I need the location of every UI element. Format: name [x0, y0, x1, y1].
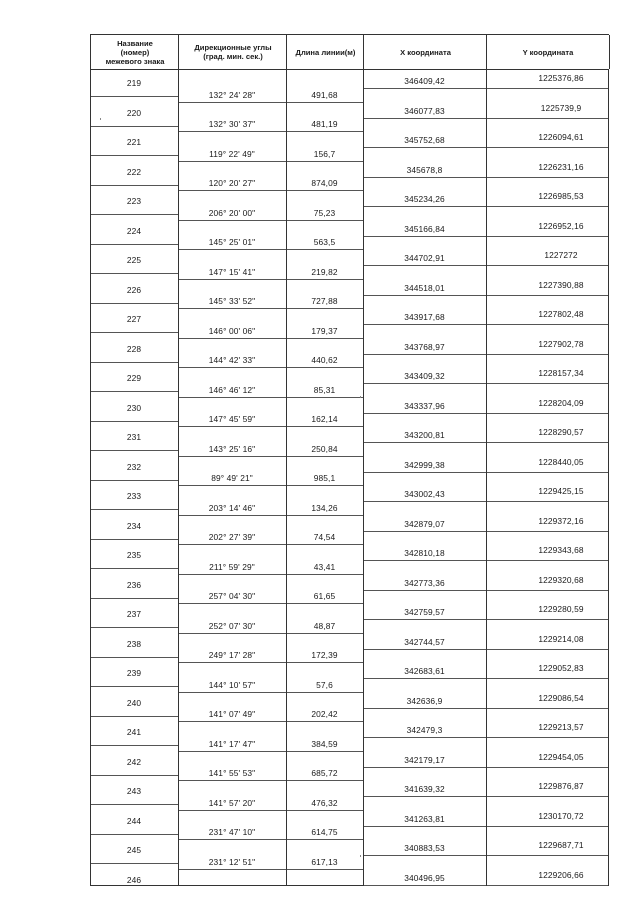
row-separator [287, 279, 363, 280]
row-separator [487, 265, 608, 266]
scan-speck [100, 118, 101, 120]
line-length: 481,19 [311, 119, 338, 130]
row-separator [179, 721, 286, 722]
line-length: 179,37 [311, 325, 338, 336]
line-length: 685,72 [311, 768, 338, 779]
row-separator [287, 633, 363, 634]
point-name: 236 [126, 579, 142, 590]
point-name: 226 [126, 284, 142, 295]
point-name: 228 [126, 343, 142, 354]
direction-angle: 144° 42' 33" [208, 355, 256, 366]
row-separator [364, 649, 486, 650]
row-separator [364, 383, 486, 384]
row-separator [91, 686, 178, 687]
row-separator [364, 737, 486, 738]
point-x-coordinate: 342179,17 [404, 754, 445, 765]
point-y-coordinate: 1228204,09 [538, 397, 584, 408]
point-x-coordinate: 341639,32 [404, 784, 445, 794]
row-separator [364, 413, 486, 414]
row-separator [487, 413, 608, 414]
point-name: 246 [126, 874, 142, 885]
point-name: 243 [126, 786, 142, 796]
line-length: 384,59 [311, 738, 338, 749]
row-separator [91, 126, 178, 127]
row-separator [487, 649, 608, 650]
row-separator [91, 391, 178, 392]
row-separator [487, 442, 608, 443]
point-name: 231 [126, 432, 142, 442]
point-y-coordinate: 1230170,72 [538, 810, 584, 821]
point-name: 222 [126, 166, 142, 177]
row-separator [364, 855, 486, 856]
row-separator [287, 485, 363, 486]
point-x-coordinate: 340883,53 [404, 843, 445, 853]
point-name: 234 [126, 520, 142, 531]
row-separator [287, 574, 363, 575]
row-separator [287, 456, 363, 457]
direction-angle: 145° 25' 01" [208, 237, 256, 248]
row-separator [179, 249, 286, 250]
point-y-coordinate: 1226952,16 [538, 220, 584, 231]
point-x-coordinate: 343337,96 [404, 400, 445, 411]
row-separator [364, 796, 486, 797]
point-x-coordinate: 342759,57 [404, 607, 445, 617]
row-separator [364, 206, 486, 207]
row-separator [91, 834, 178, 835]
row-separator [487, 590, 608, 591]
point-x-coordinate: 345752,68 [404, 135, 445, 145]
point-x-coordinate: 345678,8 [406, 164, 443, 175]
line-length: 440,62 [311, 355, 338, 366]
point-y-coordinate: 1227272 [544, 250, 578, 260]
point-name: 245 [126, 845, 142, 855]
row-separator [487, 885, 608, 886]
point-y-coordinate: 1229213,57 [538, 722, 584, 732]
row-separator [487, 354, 608, 355]
row-separator [179, 102, 286, 103]
row-separator [487, 295, 608, 296]
point-name: 224 [126, 225, 142, 236]
point-name: 223 [126, 196, 142, 206]
point-name: 219 [126, 78, 142, 88]
point-y-coordinate: 1229320,68 [538, 574, 584, 585]
row-separator [487, 147, 608, 148]
row-separator [287, 367, 363, 368]
line-length: 48,87 [313, 620, 336, 631]
point-name: 237 [126, 609, 142, 619]
row-separator [179, 426, 286, 427]
header-point-name: Название (номер) межевого знака [90, 35, 179, 69]
row-separator [487, 678, 608, 679]
row-separator [287, 810, 363, 811]
direction-angle: 231° 12' 51" [208, 856, 256, 867]
row-separator [91, 745, 178, 746]
row-separator [287, 603, 363, 604]
direction-angle: 202° 27' 39" [208, 532, 256, 543]
row-separator [287, 131, 363, 132]
line-length: 172,39 [311, 650, 338, 661]
point-y-coordinate: 1229454,05 [538, 751, 584, 762]
line-length: 563,5 [313, 237, 336, 248]
row-separator [179, 574, 286, 575]
line-length: 614,75 [311, 827, 338, 838]
point-name: 225 [126, 255, 142, 265]
row-separator [179, 308, 286, 309]
point-x-coordinate: 346409,42 [404, 76, 445, 86]
direction-angle: 147° 15' 41" [208, 266, 256, 277]
point-y-coordinate: 1229343,68 [538, 545, 584, 555]
row-separator [364, 265, 486, 266]
line-length: 74,54 [313, 532, 336, 543]
row-separator [487, 619, 608, 620]
line-length: 75,23 [313, 207, 336, 218]
table-header [90, 34, 609, 70]
row-separator [487, 383, 608, 384]
row-separator [91, 214, 178, 215]
line-length: 156,7 [313, 148, 336, 159]
point-name: 241 [126, 727, 142, 737]
direction-angle: 120° 20' 27" [208, 178, 256, 189]
point-y-coordinate: 1228440,05 [538, 456, 584, 467]
row-separator [287, 692, 363, 693]
direction-angle: 147° 45' 59" [208, 414, 256, 425]
point-y-coordinate: 1229206,66 [538, 869, 584, 880]
line-length: 250,84 [311, 443, 338, 454]
row-separator [287, 220, 363, 221]
point-name: 235 [126, 550, 142, 560]
row-separator [179, 633, 286, 634]
direction-angle: 141° 55' 53" [208, 768, 256, 779]
row-separator [91, 568, 178, 569]
point-y-coordinate: 1229214,08 [538, 633, 584, 644]
row-separator [487, 531, 608, 532]
row-separator [487, 737, 608, 738]
direction-angle: 257° 04' 30" [208, 591, 256, 602]
point-x-coordinate: 343002,43 [404, 489, 445, 499]
point-x-coordinate: 343200,81 [404, 430, 445, 440]
row-separator [91, 716, 178, 717]
row-separator [364, 501, 486, 502]
line-length: 727,88 [311, 296, 338, 307]
point-y-coordinate: 1226231,16 [538, 161, 584, 172]
row-separator [364, 767, 486, 768]
row-separator [364, 177, 486, 178]
direction-angle: 143° 25' 16" [208, 443, 256, 454]
point-x-coordinate: 341263,81 [404, 813, 445, 824]
row-separator [287, 161, 363, 162]
point-y-coordinate: 1229372,16 [538, 515, 584, 526]
point-y-coordinate: 1229086,54 [538, 692, 584, 703]
row-separator [91, 96, 178, 97]
scan-speck [360, 396, 361, 398]
row-separator [287, 338, 363, 339]
line-length: 202,42 [311, 709, 338, 720]
row-separator [91, 332, 178, 333]
header-x-coordinate: X координата [363, 35, 487, 69]
point-x-coordinate: 340496,95 [404, 872, 445, 883]
direction-angle: 132° 24' 28" [208, 89, 256, 100]
header-direction-angle: Дирекционные углы (град. мин. сек.) [178, 35, 287, 69]
row-separator [287, 515, 363, 516]
line-length: 134,26 [311, 502, 338, 513]
point-name: 229 [126, 373, 142, 383]
row-separator [179, 338, 286, 339]
point-y-coordinate: 1226985,53 [538, 191, 584, 201]
point-y-coordinate: 1228157,34 [538, 368, 584, 378]
point-name: 227 [126, 314, 142, 324]
direction-angle: 231° 47' 10" [208, 827, 256, 838]
direction-angle: 249° 17' 28" [208, 650, 256, 661]
row-separator [364, 531, 486, 532]
row-separator [179, 279, 286, 280]
row-separator [364, 295, 486, 296]
row-separator [487, 236, 608, 237]
row-separator [179, 869, 286, 870]
direction-angle: 141° 57' 20" [208, 797, 256, 808]
row-separator [91, 273, 178, 274]
row-separator [487, 826, 608, 827]
row-separator [91, 450, 178, 451]
row-separator [91, 804, 178, 805]
row-separator [91, 362, 178, 363]
line-length: 874,09 [311, 178, 338, 189]
point-x-coordinate: 343768,97 [404, 341, 445, 352]
point-x-coordinate: 342636,9 [406, 695, 443, 706]
row-separator [364, 708, 486, 709]
point-x-coordinate: 342479,3 [406, 725, 443, 735]
direction-angle: 119° 22' 49" [209, 148, 255, 159]
row-separator [364, 324, 486, 325]
point-name: 232 [126, 461, 142, 472]
row-separator [179, 161, 286, 162]
direction-angle: 203° 14' 46" [208, 502, 256, 513]
point-x-coordinate: 342683,61 [404, 666, 445, 676]
direction-angle: 252° 07' 30" [208, 620, 256, 631]
boundary-coordinates-table [90, 34, 609, 886]
row-separator [179, 131, 286, 132]
row-separator [287, 662, 363, 663]
row-separator [364, 236, 486, 237]
row-separator [364, 826, 486, 827]
line-length: 43,41 [313, 561, 336, 572]
point-y-coordinate: 1229687,71 [538, 840, 584, 850]
row-separator [287, 839, 363, 840]
row-separator [487, 767, 608, 768]
row-separator [364, 354, 486, 355]
point-x-coordinate: 343917,68 [404, 312, 445, 322]
row-separator [487, 855, 608, 856]
direction-angle: 146° 46' 12" [208, 384, 256, 395]
row-separator [364, 619, 486, 620]
direction-angle: 146° 00' 06" [208, 325, 256, 336]
row-separator [179, 692, 286, 693]
point-y-coordinate: 1228290,57 [538, 427, 584, 437]
point-x-coordinate: 345234,26 [404, 194, 445, 204]
row-separator [179, 397, 286, 398]
direction-angle: 141° 07' 49" [208, 709, 256, 720]
direction-angle: 145° 33' 52" [208, 296, 256, 307]
row-separator [487, 324, 608, 325]
row-separator [179, 515, 286, 516]
row-separator [91, 185, 178, 186]
row-separator [287, 751, 363, 752]
row-separator [287, 308, 363, 309]
header-y-coordinate: Y координата [486, 35, 610, 69]
row-separator [364, 560, 486, 561]
point-name: 240 [126, 697, 142, 708]
point-x-coordinate: 342773,36 [404, 577, 445, 588]
row-separator [287, 426, 363, 427]
direction-angle: 211° 59' 29" [209, 561, 255, 572]
point-x-coordinate: 342999,38 [404, 459, 445, 470]
row-separator [179, 780, 286, 781]
row-separator [487, 118, 608, 119]
point-name: 230 [126, 402, 142, 413]
row-separator [364, 88, 486, 89]
point-y-coordinate: 1225739,9 [540, 102, 582, 113]
row-separator [179, 810, 286, 811]
row-separator [91, 421, 178, 422]
point-x-coordinate: 342879,07 [404, 518, 445, 529]
row-separator [487, 708, 608, 709]
point-y-coordinate: 1229425,15 [538, 486, 584, 496]
row-separator [91, 303, 178, 304]
point-x-coordinate: 346077,83 [404, 105, 445, 116]
row-separator [287, 869, 363, 870]
row-separator [287, 721, 363, 722]
row-separator [91, 657, 178, 658]
row-separator [179, 367, 286, 368]
line-length: 61,65 [313, 591, 336, 602]
row-separator [487, 796, 608, 797]
row-separator [364, 442, 486, 443]
point-x-coordinate: 344518,01 [404, 282, 445, 293]
row-separator [179, 456, 286, 457]
point-x-coordinate: 345166,84 [404, 223, 445, 234]
row-separator [364, 678, 486, 679]
row-separator [179, 839, 286, 840]
row-separator [487, 560, 608, 561]
row-separator [364, 472, 486, 473]
row-separator [487, 88, 608, 89]
row-separator [179, 603, 286, 604]
point-y-coordinate: 1227902,78 [538, 338, 584, 349]
row-separator [487, 177, 608, 178]
row-separator [287, 544, 363, 545]
point-y-coordinate: 1227390,88 [538, 279, 584, 290]
line-length: 617,13 [311, 856, 338, 867]
point-x-coordinate: 344702,91 [404, 253, 445, 263]
row-separator [179, 190, 286, 191]
point-name: 233 [126, 491, 142, 501]
line-length: 162,14 [311, 414, 338, 425]
row-separator [287, 780, 363, 781]
point-y-coordinate: 1229280,59 [538, 604, 584, 614]
table-body [90, 70, 609, 886]
row-separator [287, 249, 363, 250]
row-separator [179, 220, 286, 221]
row-separator [91, 775, 178, 776]
point-y-coordinate: 1229876,87 [538, 781, 584, 791]
row-separator [179, 662, 286, 663]
row-separator [179, 485, 286, 486]
row-separator [91, 480, 178, 481]
direction-angle: 144° 10' 57" [208, 679, 256, 690]
point-y-coordinate: 1227802,48 [538, 309, 584, 319]
scan-speck [360, 855, 361, 857]
row-separator [91, 539, 178, 540]
point-name: 238 [126, 638, 142, 649]
line-length: 57,6 [316, 679, 333, 690]
row-separator [91, 509, 178, 510]
point-y-coordinate: 1229052,83 [538, 663, 584, 673]
row-separator [487, 206, 608, 207]
row-separator [364, 885, 486, 886]
row-separator [91, 598, 178, 599]
row-separator [364, 118, 486, 119]
point-x-coordinate: 342744,57 [404, 636, 445, 647]
line-length: 85,31 [313, 384, 336, 395]
line-length: 985,1 [313, 473, 336, 484]
line-length: 491,68 [311, 89, 338, 100]
point-y-coordinate: 1226094,61 [538, 132, 584, 142]
point-x-coordinate: 343409,32 [404, 371, 445, 381]
column-divider [486, 70, 487, 885]
point-name: 239 [126, 668, 142, 678]
direction-angle: 141° 17' 47" [208, 738, 256, 749]
row-separator [179, 751, 286, 752]
row-separator [91, 627, 178, 628]
header-line-length: Длина линии(м) [286, 35, 364, 69]
point-y-coordinate: 1225376,86 [538, 73, 584, 83]
line-length: 476,32 [311, 797, 338, 808]
point-name: 244 [126, 815, 142, 826]
point-name: 220 [126, 107, 142, 118]
row-separator [91, 863, 178, 864]
point-name: 242 [126, 756, 142, 767]
point-name: 221 [126, 137, 142, 147]
row-separator [287, 102, 363, 103]
row-separator [179, 544, 286, 545]
row-separator [287, 397, 363, 398]
row-separator [91, 244, 178, 245]
point-x-coordinate: 342810,18 [404, 548, 445, 558]
direction-angle: 132° 30' 37" [208, 119, 256, 130]
row-separator [487, 472, 608, 473]
line-length: 219,82 [311, 266, 338, 277]
direction-angle: 206° 20' 00" [208, 207, 256, 218]
row-separator [487, 501, 608, 502]
direction-angle: 89° 49' 21" [211, 473, 253, 484]
row-separator [91, 155, 178, 156]
row-separator [287, 190, 363, 191]
row-separator [364, 590, 486, 591]
row-separator [364, 147, 486, 148]
